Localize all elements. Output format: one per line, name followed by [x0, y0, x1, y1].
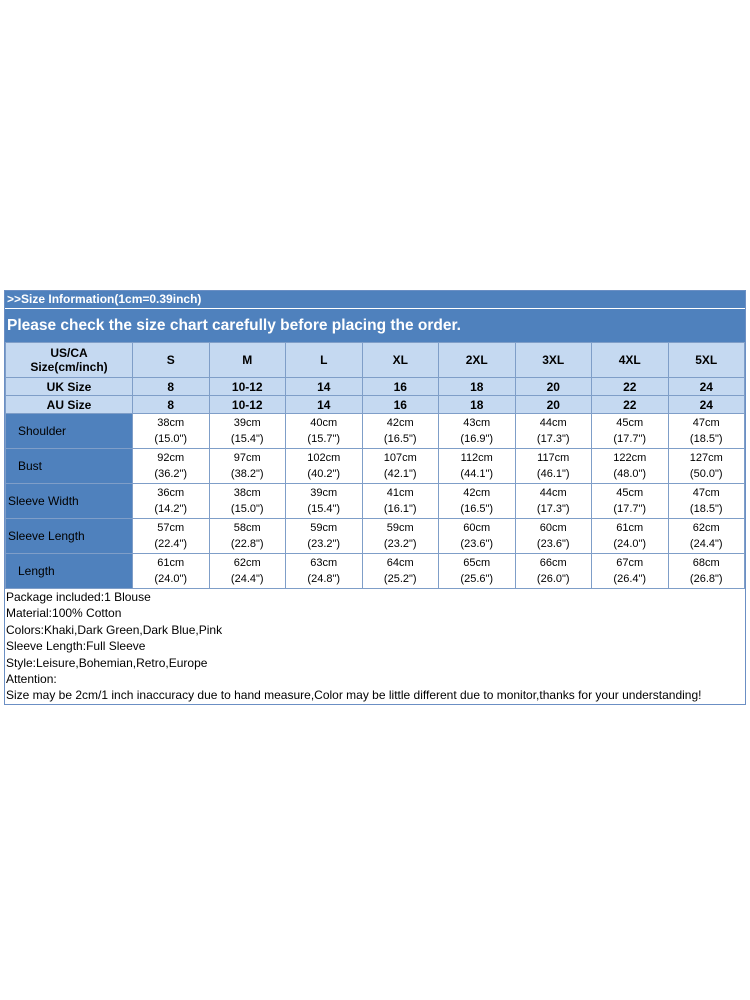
inch-value: (38.2") [230, 468, 264, 480]
cm-value: 58cm [233, 522, 261, 534]
cm-value: 45cm [616, 417, 644, 429]
inch-value: (24.4") [230, 573, 264, 585]
measurement-cell [209, 554, 286, 589]
measurement-label: Shoulder [6, 414, 133, 449]
size-header-row [6, 343, 745, 378]
cm-value: 61cm [616, 522, 644, 534]
cm-value: 36cm [157, 487, 185, 499]
measurement-cell [439, 519, 516, 554]
measurement-label: Sleeve Length [6, 519, 133, 554]
measurement-cell [515, 519, 592, 554]
size-table [5, 342, 745, 589]
cm-value: 39cm [310, 487, 338, 499]
measurement-cell [668, 554, 745, 589]
us-size-label-line2: Size(cm/inch) [30, 360, 108, 374]
us-size-label-line1: US/CA [50, 346, 88, 360]
cm-value: 102cm [307, 452, 341, 464]
cm-value: 107cm [383, 452, 417, 464]
size-notice-banner: Please check the size chart carefully before placing the order. [5, 309, 745, 342]
measurement-cell [209, 519, 286, 554]
measurement-cell [133, 414, 210, 449]
product-info-line: Package included:1 Blouse [6, 590, 151, 604]
cm-value: 117cm [537, 452, 570, 464]
cm-value: 122cm [613, 452, 647, 464]
measurement-cell [133, 519, 210, 554]
inch-value: (15.7") [307, 433, 341, 445]
cm-value: 47cm [692, 417, 720, 429]
measurement-cell [133, 449, 210, 484]
uk-size-row [6, 378, 745, 396]
inch-value: (17.3") [536, 503, 570, 515]
inch-value: (18.5") [689, 503, 723, 515]
cm-value: 67cm [616, 557, 644, 569]
inch-value: (24.0") [613, 538, 647, 550]
cm-value: 63cm [310, 557, 338, 569]
uk-size-cell: 10-12 [209, 378, 286, 396]
cm-value: 40cm [310, 417, 338, 429]
measurement-cell [439, 554, 516, 589]
uk-size-cell: 20 [515, 378, 592, 396]
cm-value: 92cm [157, 452, 185, 464]
inch-value: (23.6") [460, 538, 494, 550]
inch-value: (22.4") [154, 538, 188, 550]
cm-value: 39cm [233, 417, 261, 429]
measurement-cell [362, 414, 439, 449]
uk-size-cell: 16 [362, 378, 439, 396]
cm-value: 65cm [463, 557, 491, 569]
cm-value: 60cm [539, 522, 567, 534]
measurement-cell [515, 449, 592, 484]
product-info-line: Sleeve Length:Full Sleeve [6, 639, 146, 654]
cm-value: 61cm [157, 557, 185, 569]
uk-size-cell: 18 [439, 378, 516, 396]
measurement-cell [439, 414, 516, 449]
inch-value: (18.5") [689, 433, 723, 445]
cm-value: 42cm [386, 417, 414, 429]
cm-value: 62cm [692, 522, 720, 534]
cm-value: 59cm [386, 522, 414, 534]
size-cell: L [286, 343, 363, 378]
au-size-label: AU Size [6, 396, 133, 414]
size-cell: 4XL [592, 343, 669, 378]
size-cell: 2XL [439, 343, 516, 378]
measurement-cell [133, 484, 210, 519]
measurement-label: Sleeve Width [6, 484, 133, 519]
au-size-cell: 16 [362, 396, 439, 414]
uk-size-cell: 14 [286, 378, 363, 396]
product-info-line: Attention: [6, 672, 57, 687]
measurement-cell [286, 484, 363, 519]
inch-value: (25.2") [383, 573, 417, 585]
cm-value: 45cm [616, 487, 644, 499]
measurement-cell [668, 484, 745, 519]
measurement-row [6, 484, 745, 519]
inch-value: (48.0") [613, 468, 647, 480]
product-info-line: Style:Leisure,Bohemian,Retro,Europe [6, 655, 208, 670]
size-chart [4, 290, 746, 705]
inch-value: (25.6") [460, 573, 494, 585]
inch-value: (16.5") [460, 503, 494, 515]
inch-value: (17.3") [536, 433, 570, 445]
measurement-cell [592, 449, 669, 484]
measurement-cell [362, 449, 439, 484]
inch-value: (15.4") [307, 503, 341, 515]
measurement-row [6, 414, 745, 449]
inch-value: (23.2") [383, 538, 417, 550]
measurement-cell [133, 554, 210, 589]
measurement-cell [362, 519, 439, 554]
measurement-cell [286, 554, 363, 589]
inch-value: (16.9") [460, 433, 494, 445]
au-size-cell: 20 [515, 396, 592, 414]
size-info-banner: >>Size Information(1cm=0.39inch) [5, 291, 745, 309]
inch-value: (16.5") [383, 433, 417, 445]
measurement-cell [668, 519, 745, 554]
product-info-line: Size may be 2cm/1 inch inaccuracy due to hand measure,Color may be little different due to monitor,thanks for your understanding! [6, 688, 702, 703]
au-size-cell: 14 [286, 396, 363, 414]
product-info-line: Material:100% Cotton [6, 606, 122, 621]
uk-size-cell: 8 [133, 378, 210, 396]
inch-value: (23.6") [536, 538, 570, 550]
inch-value: (22.8") [230, 538, 264, 550]
cm-value: 127cm [689, 452, 723, 464]
measurement-cell [286, 414, 363, 449]
measurement-cell [362, 484, 439, 519]
cm-value: 60cm [463, 522, 491, 534]
measurement-cell [209, 484, 286, 519]
cm-value: 62cm [233, 557, 261, 569]
measurement-label: Bust [6, 449, 133, 484]
au-size-row [6, 396, 745, 414]
measurement-row [6, 449, 745, 484]
measurement-cell [592, 554, 669, 589]
inch-value: (36.2") [154, 468, 188, 480]
measurement-cell [592, 414, 669, 449]
measurement-row [6, 554, 745, 589]
au-size-cell: 18 [439, 396, 516, 414]
size-cell: XL [362, 343, 439, 378]
measurement-cell [286, 449, 363, 484]
inch-value: (15.0") [154, 433, 188, 445]
au-size-cell: 10-12 [209, 396, 286, 414]
measurement-cell [668, 449, 745, 484]
measurement-cell [668, 414, 745, 449]
inch-value: (42.1") [383, 468, 417, 480]
size-cell: 3XL [515, 343, 592, 378]
cm-value: 112cm [460, 452, 493, 464]
cm-value: 59cm [310, 522, 338, 534]
inch-value: (15.0") [230, 503, 264, 515]
measurement-cell [439, 484, 516, 519]
inch-value: (50.0") [689, 468, 723, 480]
inch-value: (24.4") [689, 538, 723, 550]
au-size-cell: 24 [668, 396, 745, 414]
cm-value: 97cm [233, 452, 261, 464]
cm-value: 43cm [463, 417, 491, 429]
inch-value: (26.8") [689, 573, 723, 585]
cm-value: 41cm [386, 487, 414, 499]
cm-value: 47cm [692, 487, 720, 499]
measurement-cell [209, 414, 286, 449]
cm-value: 66cm [539, 557, 567, 569]
inch-value: (16.1") [383, 503, 417, 515]
size-cell: S [133, 343, 210, 378]
inch-value: (46.1") [536, 468, 570, 480]
inch-value: (17.7") [613, 433, 647, 445]
inch-value: (44.1") [460, 468, 494, 480]
inch-value: (26.0") [536, 573, 570, 585]
inch-value: (24.8") [307, 573, 341, 585]
uk-size-cell: 22 [592, 378, 669, 396]
measurement-cell [286, 519, 363, 554]
measurement-cell [592, 519, 669, 554]
inch-value: (40.2") [307, 468, 341, 480]
inch-value: (17.7") [613, 503, 647, 515]
us-size-label [6, 343, 133, 378]
product-info [5, 589, 745, 704]
inch-value: (23.2") [307, 538, 341, 550]
inch-value: (14.2") [154, 503, 188, 515]
cm-value: 44cm [539, 417, 567, 429]
cm-value: 38cm [233, 487, 261, 499]
cm-value: 64cm [386, 557, 414, 569]
cm-value: 44cm [539, 487, 567, 499]
measurement-cell [515, 414, 592, 449]
cm-value: 57cm [157, 522, 185, 534]
product-info-line: Colors:Khaki,Dark Green,Dark Blue,Pink [6, 622, 223, 637]
measurement-row [6, 519, 745, 554]
cm-value: 68cm [692, 557, 720, 569]
au-size-cell: 8 [133, 396, 210, 414]
uk-size-label: UK Size [6, 378, 133, 396]
cm-value: 42cm [463, 487, 491, 499]
inch-value: (15.4") [230, 433, 264, 445]
size-cell: 5XL [668, 343, 745, 378]
au-size-cell: 22 [592, 396, 669, 414]
measurement-label: Length [6, 554, 133, 589]
size-cell: M [209, 343, 286, 378]
measurement-cell [515, 484, 592, 519]
cm-value: 38cm [157, 417, 185, 429]
measurement-cell [439, 449, 516, 484]
uk-size-cell: 24 [668, 378, 745, 396]
measurement-cell [362, 554, 439, 589]
inch-value: (26.4") [613, 573, 647, 585]
measurement-cell [209, 449, 286, 484]
measurement-cell [592, 484, 669, 519]
measurement-cell [515, 554, 592, 589]
inch-value: (24.0") [154, 573, 188, 585]
